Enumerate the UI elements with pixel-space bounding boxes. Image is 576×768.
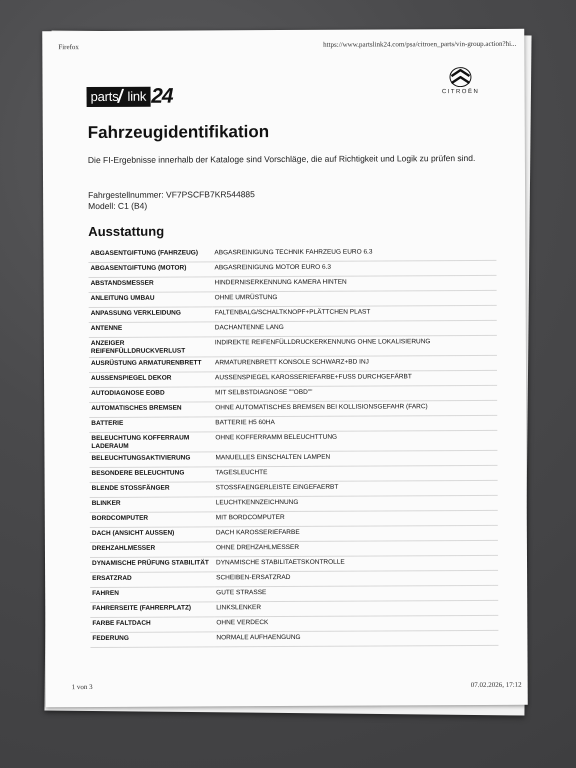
equipment-key: ANLEITUNG UMBAU bbox=[89, 292, 213, 308]
page-title: Fahrzeugidentifikation bbox=[87, 122, 270, 143]
equipment-key: ABGASENTGIFTUNG (FAHRZEUG) bbox=[88, 247, 212, 262]
equipment-value: GUTE STRASSE bbox=[214, 585, 498, 601]
equipment-value: INDIREKTE REIFENFÜLLDRUCKERKENNUNG OHNE LOKALISIERUNG bbox=[213, 335, 497, 356]
equipment-key: AUSRÜSTUNG ARMATURENBRETT bbox=[89, 357, 213, 373]
equipment-value: BATTERIE H5 60HA bbox=[213, 415, 497, 431]
equipment-key: ERSATZRAD bbox=[90, 572, 214, 588]
citroen-chevrons-icon bbox=[449, 67, 471, 87]
equipment-key: FEDERUNG bbox=[90, 632, 214, 648]
intro-text: Die FI-Ergebnisse innerhalb der Kataloge sind Vorschläge, die auf Richtigkeit und Logik zu prüfen sind. bbox=[87, 153, 476, 166]
equipment-value: LEUCHTKENNZEICHNUNG bbox=[214, 495, 498, 511]
equipment-key: BESONDERE BELEUCHTUNG bbox=[90, 467, 214, 483]
citroen-logo bbox=[438, 67, 482, 95]
section-heading: Ausstattung bbox=[88, 223, 165, 240]
equipment-key: BLENDE STOSSFÄNGER bbox=[90, 482, 214, 498]
model-name: Modell: C1 (B4) bbox=[88, 200, 148, 212]
equipment-key: AUTOMATISCHES BREMSEN bbox=[89, 402, 213, 418]
browser-name: Firefox bbox=[58, 43, 79, 52]
equipment-value: NORMALE AUFHAENGUNG bbox=[214, 630, 498, 646]
equipment-value: MANUELLES EINSCHALTEN LAMPEN bbox=[213, 450, 497, 466]
equipment-key: ABSTANDSMESSER bbox=[89, 277, 213, 293]
equipment-value: FALTENBALG/SCHALTKNOPF+PLÄTTCHEN PLAST bbox=[213, 305, 497, 321]
page-url: https://www.partslink24.com/psa/citroen_parts/vin-group.action?hi... bbox=[323, 39, 517, 49]
brand-name: CITROËN bbox=[441, 88, 480, 96]
table-row bbox=[89, 335, 497, 357]
partslink24-logo: parts link 24 bbox=[87, 86, 173, 108]
equipment-key: DREHZAHLMESSER bbox=[90, 542, 214, 558]
equipment-key: ABGASENTGIFTUNG (MOTOR) bbox=[88, 262, 212, 278]
equipment-key: BATTERIE bbox=[89, 417, 213, 433]
vehicle-info bbox=[88, 189, 255, 212]
equipment-value: TAGESLEUCHTE bbox=[214, 465, 498, 481]
table-row bbox=[90, 630, 498, 647]
equipment-value: MIT SELBSTDIAGNOSE ""OBD"" bbox=[213, 385, 497, 401]
equipment-key: FAHRERSEITE (FAHRERPLATZ) bbox=[90, 602, 214, 618]
print-datetime: 07.02.2026, 17:12 bbox=[470, 680, 522, 690]
printed-page bbox=[42, 29, 528, 708]
equipment-key: ANPASSUNG VERKLEIDUNG bbox=[89, 307, 213, 323]
equipment-value: ABGASREINIGUNG TECHNIK FAHRZEUG EURO 6.3 bbox=[212, 246, 496, 262]
equipment-key: BLINKER bbox=[90, 497, 214, 513]
equipment-value: OHNE DREHZAHLMESSER bbox=[214, 540, 498, 556]
equipment-key: ANZEIGER REIFENFÜLLDRUCKVERLUST bbox=[89, 337, 213, 358]
vin-number: Fahrgestellnummer: VF7PSCFB7KR544885 bbox=[88, 189, 255, 201]
equipment-key: DYNAMISCHE PRÜFUNG STABILITÄT bbox=[90, 557, 214, 573]
equipment-value: STOSSFAENGERLEISTE EINGEFAERBT bbox=[214, 480, 498, 496]
equipment-value: DYNAMISCHE STABILITAETSKONTROLLE bbox=[214, 555, 498, 571]
table-row bbox=[89, 430, 497, 452]
equipment-key: AUSSENSPIEGEL DEKOR bbox=[89, 372, 213, 388]
equipment-table bbox=[88, 246, 498, 648]
equipment-value: LINKSLENKER bbox=[214, 600, 498, 616]
equipment-value: ABGASREINIGUNG MOTOR EURO 6.3 bbox=[212, 260, 496, 276]
equipment-key: FARBE FALTDACH bbox=[90, 617, 214, 633]
equipment-value: MIT BORDCOMPUTER bbox=[214, 510, 498, 526]
equipment-value: HINDERNISERKENNUNG KAMERA HINTEN bbox=[213, 275, 497, 291]
equipment-key: ANTENNE bbox=[89, 322, 213, 338]
equipment-value: AUSSENSPIEGEL KAROSSERIEFARBE+FUSS DURCHGEFÄRBT bbox=[213, 370, 497, 386]
equipment-value: OHNE VERDECK bbox=[214, 615, 498, 631]
equipment-key: FAHREN bbox=[90, 587, 214, 603]
page-counter: 1 von 3 bbox=[71, 683, 93, 692]
equipment-key: AUTODIAGNOSE EOBD bbox=[89, 387, 213, 403]
equipment-value: ARMATURENBRETT KONSOLE SCHWARZ+BD INJ bbox=[213, 355, 497, 371]
equipment-value: OHNE UMRÜSTUNG bbox=[213, 290, 497, 306]
equipment-key: BELEUCHTUNGSAKTIVIERUNG bbox=[89, 452, 213, 468]
equipment-value: DACHANTENNE LANG bbox=[213, 320, 497, 336]
equipment-value: SCHEIBEN-ERSATZRAD bbox=[214, 570, 498, 586]
equipment-key: BORDCOMPUTER bbox=[90, 512, 214, 528]
equipment-value: OHNE AUTOMATISCHES BREMSEN BEI KOLLISIONSGEFAHR (FARC) bbox=[213, 400, 497, 416]
equipment-value: OHNE KOFFERRAMM BELEUCHTTUNG bbox=[213, 430, 497, 451]
equipment-value: DACH KAROSSERIEFARBE bbox=[214, 525, 498, 541]
equipment-key: BELEUCHTUNG KOFFERRAUM LADERAUM bbox=[89, 432, 213, 453]
equipment-key: DACH (ANSICHT AUSSEN) bbox=[90, 527, 214, 543]
